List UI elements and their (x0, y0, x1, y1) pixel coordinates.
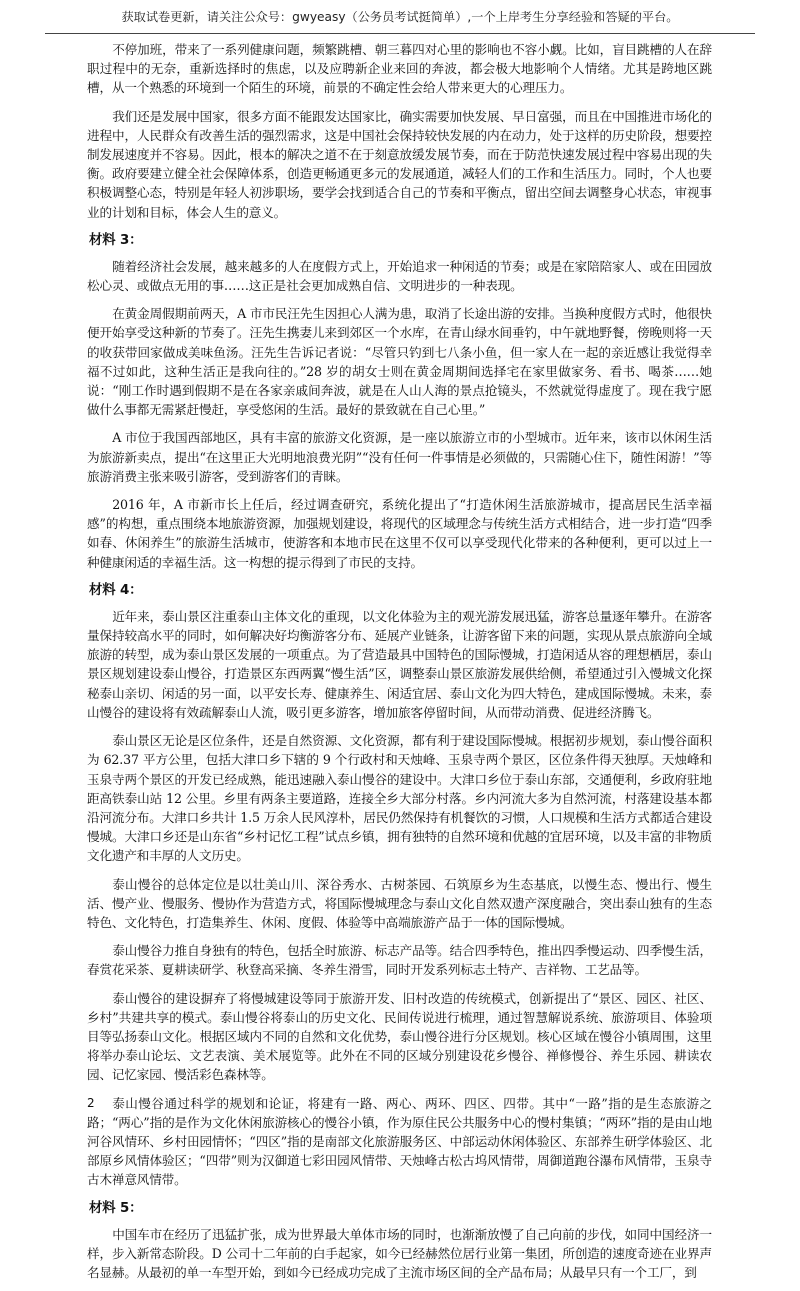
material-4-paragraph-1: 近年来，泰山景区注重泰山主体文化的重现，以文化体验为主的观光游发展迅猛，游客总量逐年攀升。在游客量保持较高水平的同时，如何解决好均衡游客分布、延展产业链条，让游客留下来的问题，实现从景点旅游向全域旅游的转型，成为泰山景区发展的一项重点。为了营造最具中国特色的国际慢城，打造闲适从容的理想栖居，泰山景区规划建设泰山慢谷，打造景区东西两翼“慢生活”区，调整泰山景区旅游发展供给侧，希望通过引入慢城文化探秘泰山亲切、闲适的另一面，以平安长寿、健康养生、闲适宜居、泰山文化为四大特色，建成国际慢城。未来，泰山慢谷的建设将有效疏解泰山人流，吸引更多游客，增加旅客停留时间，从而带动消费、促进经济腾飞。 (87, 608, 712, 720)
header-text: 获取试卷更新，请关注公众号：gwyeasy（公务员考试挺简单）,一个上岸考生分享经验和答疑的平台。 (121, 10, 679, 24)
intro-paragraph-2: 我们还是发展中国家，很多方面不能跟发达国家比，确实需要加快发展、早日富强，而且在中国推进市场化的进程中，人民群众有改善生活的强烈需求，这是中国社会保持较快发展的内在动力，处于这样的历史阶段，想要控制发展速度并不容易。因此，根本的解决之道不在于刻意放缓发展节奏，而在于防范快速发展过程中容易出现的失衡。政府要建立健全社会保障体系，创造更畅通更多元的发展通道，减轻人们的工作和生活压力。同时，个人也要积极调整心态，特别是年轻人初涉职场，要学会找到适合自己的节奏和平衡点，留出空间去调整身心状态，审视事业的计划和目标，体会人生的意义。 (87, 108, 712, 220)
page-header (0, 0, 800, 34)
document-body (87, 40, 712, 1291)
material-5-paragraph-1: 中国车市在经历了迅猛扩张，成为世界最大单体市场的同时，也渐渐放慢了自己向前的步伐，如同中国经济一样，步入新常态阶段。D 公司十二年前的白手起家，如今已经赫然位居行业第一集团，所创造的速度奇迹在业界声名显赫。从最初的单一车型开始，到如今已经成功完成了主流市场区间的全产品布局；从最早只有一个工厂，到 (87, 1226, 712, 1280)
material-4-heading: 材料 4： (89, 582, 143, 598)
material-4-paragraph-2: 泰山景区无论是区位条件，还是自然资源、文化资源，都有利于建设国际慢城。根据初步规划，泰山慢谷面积为 62.37 平方公里，包括大津口乡下辖的 9 个行政村和天烛峰、玉泉寺两个景区，区位条件得天独厚。天烛峰和玉泉寺两个景区的开发已经成熟，能迅速融入泰山慢谷的建设中。大津口乡位于泰山东部，交通便利，乡政府驻地距高铁泰山站 12 公里。乡里有两条主要道路，连接全乡大部分村落。乡内河流大多为自然河流，村落建设基本都沿河流分布。大津口乡共计 1.5 万余人民风淳朴，居民仍然保持有机餐饮的习惯，人口规模和生活方式都适合建设慢城。大津口乡还是山东省“乡村记忆工程”试点乡镇，拥有独特的自然环境和优越的宜居环境，以及丰富的非物质文化遗产和丰厚的人文历史。 (87, 733, 712, 864)
intro-paragraph-1: 不停加班，带来了一系列健康问题，频繁跳槽、朝三暮四对心里的影响也不容小觑。比如，盲目跳槽的人在辞职过程中的无奈，重新选择时的焦虑，以及应聘新企业来回的奔波，都会极大地影响个人情绪。尤其是跨地区跳槽，从一个熟悉的环境到一个陌生的环境，前景的不确定性会给人带来更大的心理压力。 (87, 42, 712, 96)
material-3-heading: 材料 3： (89, 232, 143, 248)
material-4-paragraph-5: 泰山慢谷的建设摒弃了将慢城建设等同于旅游开发、旧村改造的传统模式，创新提出了“景区、园区、社区、乡村”共建共享的模式。泰山慢谷将泰山的历史文化、民间传说进行梳理，通过智慧解说系统、旅游项目、体验项目等弘扬泰山文化。根据区域内不同的自然和文化优势，泰山慢谷进行分区规划。核心区域在慢谷小镇周围，这里将举办泰山论坛、文艺表演、美术展览等。此外在不同的区域分别建设花乡慢谷、禅修慢谷、养生乐园、耕读农园、记忆家园、慢活彩色森林等。 (87, 990, 712, 1083)
header-divider (45, 33, 755, 34)
material-3-paragraph-4: 2016 年，A 市新市长上任后，经过调查研究，系统化提出了“打造休闲生活旅游城市，提高居民生活幸福感”的构想，重点围绕本地旅游资源，加强规划建设，将现代的区域理念与传统生活方式相结合，进一步打造“四季如春、休闲养生”的旅游生活城市，使游客和本地市民在这里不仅可以享受现代化带来的各种便利，更可以过上一种健康闲适的幸福生活。这一构想的提示得到了市民的支持。 (87, 497, 712, 570)
page-number: 2 (87, 1096, 95, 1110)
material-4-paragraph-6: 泰山慢谷通过科学的规划和论证，将建有一路、两心、两环、四区、四带。其中“一路”指的是生态旅游之路；“两心”指的是作为文化休闲旅游核心的慢谷小镇，作为原住民公共服务中心的慢村集镇；“两环”指的是由山地河谷风情环、乡村田园情怀；“四区”指的是南部文化旅游服务区、中部运动休闲体验区、东部养生研学体验区、北部原乡风情体验区；“四带”则为汉御道七彩田园风情带、天烛峰古松古坞风情带，周御道跑谷瀑布风情带，玉泉寺古木禅意风情带。 (87, 1095, 712, 1188)
material-4-paragraph-4: 泰山慢谷力推自身独有的特色，包括全时旅游、标志产品等。结合四季特色，推出四季慢运动、四季慢生活，春赏花采茶、夏耕读研学、秋登高采摘、冬养生滑雪，同时开发系列标志土特产、吉祥物、工艺品等。 (87, 943, 712, 978)
material-3-paragraph-1: 随着经济社会发展，越来越多的人在度假方式上，开始追求一种闲适的节奏；或是在家陪陪家人、或在田园放松心灵、或做点无用的事……这正是社会更加成熟自信、文明进步的一种表现。 (87, 258, 712, 294)
material-3-paragraph-3: A 市位于我国西部地区，具有丰富的旅游文化资源，是一座以旅游立市的小型城市。近年来，该市以休闲生活为旅游新卖点，提出“在这里正大光明地浪费光阴”“没有任何一件事情是必须做的，只需随心住下，随性闲游！”等旅游消费主张来吸引游客，受到游客们的青睐。 (87, 430, 712, 484)
material-3-paragraph-2: 在黄金周假期前两天，A 市市民汪先生因担心人满为患，取消了长途出游的安排。当换种度假方式时，他很快便开始享受这种新的节奏了。汪先生携妻儿来到郊区一个水库，在青山绿水间垂钓，中午就地野餐，傍晚则将一天的收获带回家做成美味鱼汤。汪先生告诉记者说：“尽管只钓到七八条小鱼，但一家人在一起的亲近感让我觉得幸福不过如此，这种生活正是我向往的。”28 岁的胡女士则在黄金周期间选择宅在家里做家务、看书、喝茶……她说：“刚工作时遇到假期不是在各家亲戚间奔波，就是在人山人海的景点抢镜头，不然就觉得虚度了。现在我宁愿做什么事都无需紧赶慢赶，享受悠闲的生活。最好的景致就在自己心里。” (87, 306, 712, 418)
material-5-heading: 材料 5： (89, 1200, 143, 1216)
material-4-paragraph-3: 泰山慢谷的总体定位是以壮美山川、深谷秀水、古树茶园、石筑原乡为生态基底，以慢生态、慢出行、慢生活、慢产业、慢服务、慢协作为营造方式，将国际慢城理念与泰山文化自然双遗产深度融合，突出泰山独有的生态特色、文化特色，打造集养生、休闲、度假、体验等中高端旅游产品于一体的国际慢城。 (87, 876, 712, 930)
